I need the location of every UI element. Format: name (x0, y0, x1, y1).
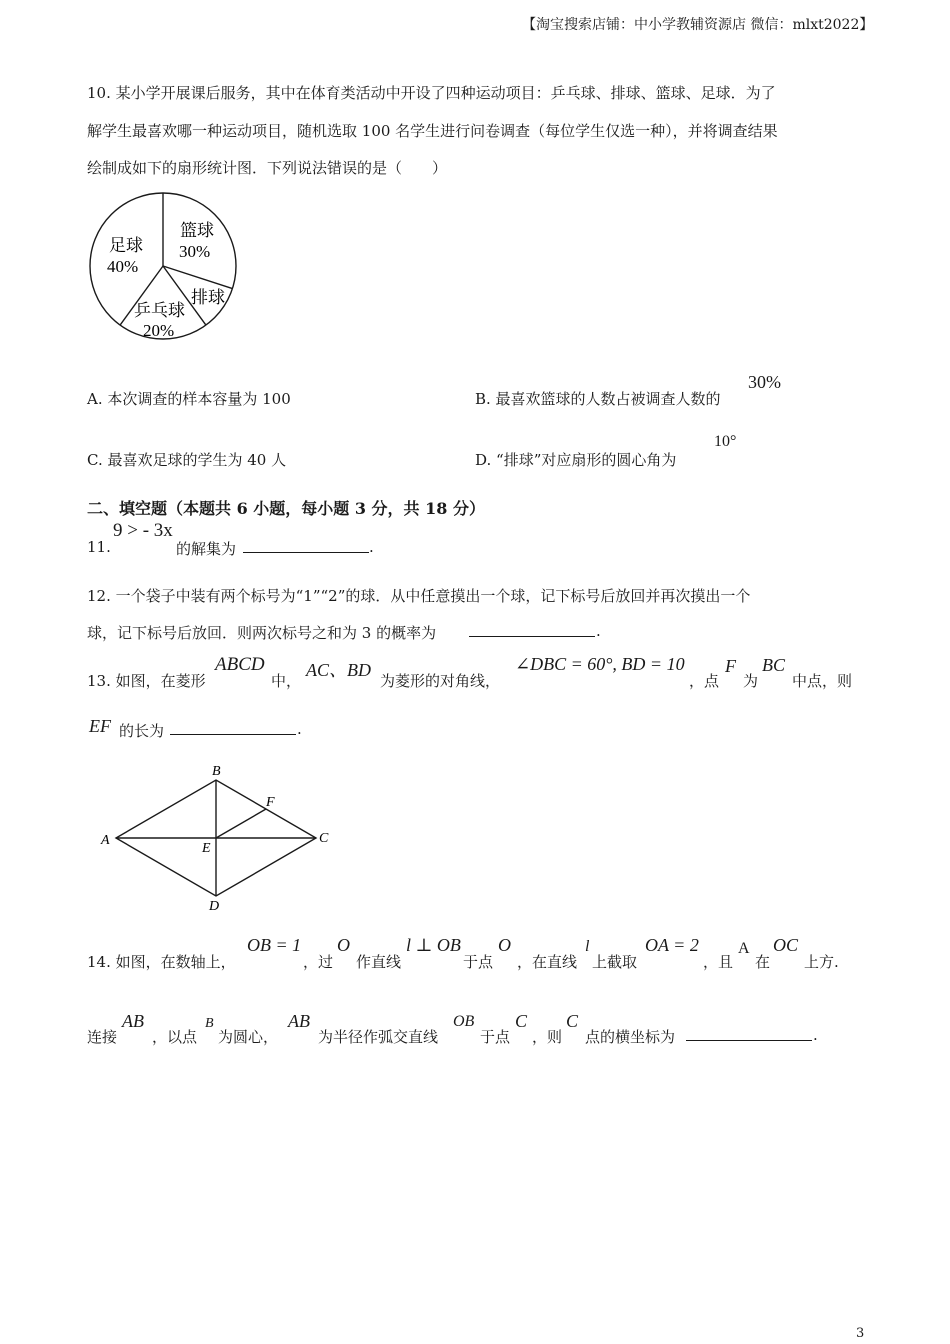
vertex-d: D (209, 899, 220, 914)
option-d: D. “排球”对应扇形的圆心角为 (475, 451, 677, 469)
q13-math-ac-bd: AC、BD (306, 660, 371, 680)
section-2-title: 二、填空题（本题共 6 小题，每小题 3 分，共 18 分） (87, 499, 485, 518)
rhombus-figure (95, 758, 340, 918)
q13-math-bc: BC (762, 655, 786, 675)
q13-text-3: 为菱形的对角线， (380, 672, 501, 690)
q13-text-7: 的长为 (119, 722, 165, 740)
q14-text-4: 于点 (463, 953, 494, 971)
q14-math-a: A (738, 940, 750, 957)
pie-slice-boundary-排球 (163, 266, 232, 289)
q14-text-u6: ，则 (532, 1028, 563, 1046)
q11-answer-blank (243, 538, 369, 557)
q14-math-c1: C (515, 1011, 528, 1031)
option-b: B. 最喜欢篮球的人数占被调查人数的 (475, 390, 721, 408)
q14-text-u5: 于点 (480, 1028, 511, 1046)
q12-line-1: 12. 一个袋子中装有两个标号为“1”“2”的球．从中任意摸出一个球，记下标号后放回并再次摸出一个 (87, 587, 751, 605)
q13-text-1: 13. 如图，在菱形 (87, 672, 206, 690)
q14-text-5: ，在直线 (517, 953, 578, 971)
option-d-value: 10° (714, 433, 737, 450)
q10-line-1: 10. 某小学开展课后服务，其中在体育类活动中开设了四种运动项目：乒乓球、排球、篮球、足球．为了 (87, 84, 776, 102)
q14-math-l: l (585, 938, 590, 955)
label-football-pct: 40% (107, 257, 139, 276)
option-a: A. 本次调查的样本容量为 100 (87, 390, 291, 408)
q14-math-oc: OC (773, 935, 799, 955)
q12-end: . (596, 622, 601, 640)
segment-ef (216, 809, 266, 838)
q14-math-ob2: OB (453, 1013, 475, 1030)
q14-math-ab2: AB (288, 1011, 310, 1031)
q14-text-6: 上截取 (592, 953, 638, 971)
q14-math-b: B (205, 1016, 214, 1031)
q13-end: . (297, 720, 302, 738)
q10-line-2: 解学生最喜欢哪一种运动项目，随机选取 100 名学生进行问卷调查（每位学生仅选一种），并将调查结果 (87, 122, 778, 140)
label-basketball-pct: 30% (179, 242, 211, 261)
point-e: E (202, 841, 211, 856)
option-b-value: 30% (748, 372, 781, 392)
q13-text-2: 中， (271, 672, 302, 690)
q14-math-o2: O (498, 935, 511, 955)
q14-answer-blank (686, 1026, 812, 1045)
q12-answer-blank (469, 622, 595, 641)
q14-math-perp: l ⊥ OB (406, 935, 461, 955)
vertex-b: B (212, 764, 221, 779)
q14-text-u1: 连接 (87, 1028, 118, 1046)
q13-text-6: 中点，则 (792, 672, 853, 690)
q11-end: . (369, 538, 374, 556)
q14-end: . (813, 1026, 818, 1044)
q14-text-7: ，且 (703, 953, 734, 971)
q14-math-ab1: AB (122, 1011, 144, 1031)
q14-math-o: O (337, 935, 350, 955)
point-f: F (266, 795, 275, 810)
page-number: 3 (856, 1326, 865, 1341)
vertex-a: A (101, 833, 110, 848)
label-pingpong-pct: 20% (143, 321, 175, 340)
q13-math-f: F (725, 656, 736, 676)
q13-math-ef: EF (89, 716, 111, 736)
label-basketball: 篮球 (180, 221, 214, 240)
q13-answer-blank (170, 720, 296, 739)
q14-text-u7: 点的横坐标为 (585, 1028, 676, 1046)
q14-text-u3: 为圆心， (218, 1028, 279, 1046)
header-shop-note: 【淘宝搜索店铺：中小学教辅资源店 微信：mlxt2022】 (522, 17, 874, 33)
q14-text-1: 14. 如图，在数轴上， (87, 953, 236, 971)
q14-text-u2: ，以点 (152, 1028, 198, 1046)
q13-math-angle: ∠DBC = 60°, BD = 10 (515, 654, 685, 674)
q14-math-c2: C (566, 1011, 579, 1031)
q14-math-ob1: OB = 1 (247, 935, 302, 955)
q11-formula: 9 > - 3x (113, 520, 173, 541)
q14-math-oa2: OA = 2 (645, 935, 699, 955)
q10-line-3: 绘制成如下的扇形统计图．下列说法错误的是（ ） (87, 159, 448, 177)
q13-text-5: 为 (743, 672, 759, 690)
pie-chart (85, 190, 245, 345)
label-volleyball: 排球 (191, 288, 225, 307)
label-football: 足球 (109, 236, 143, 255)
label-pingpong: 乒乓球 (134, 301, 185, 320)
option-c: C. 最喜欢足球的学生为 40 人 (87, 451, 287, 469)
q11-number: 11. (87, 538, 111, 556)
q14-text-u4: 为半径作弧交直线 (318, 1028, 439, 1046)
q14-text-2: ，过 (303, 953, 334, 971)
q14-text-3: 作直线 (356, 953, 402, 971)
q14-text-8: 在 (755, 953, 771, 971)
q13-text-4: ，点 (689, 672, 720, 690)
vertex-c: C (319, 831, 329, 846)
q13-math-abcd: ABCD (215, 654, 265, 675)
q14-text-9: 上方. (804, 953, 839, 971)
q11-text: 的解集为 (176, 540, 237, 558)
q12-line-2: 球，记下标号后放回．则两次标号之和为 3 的概率为 (87, 624, 437, 642)
